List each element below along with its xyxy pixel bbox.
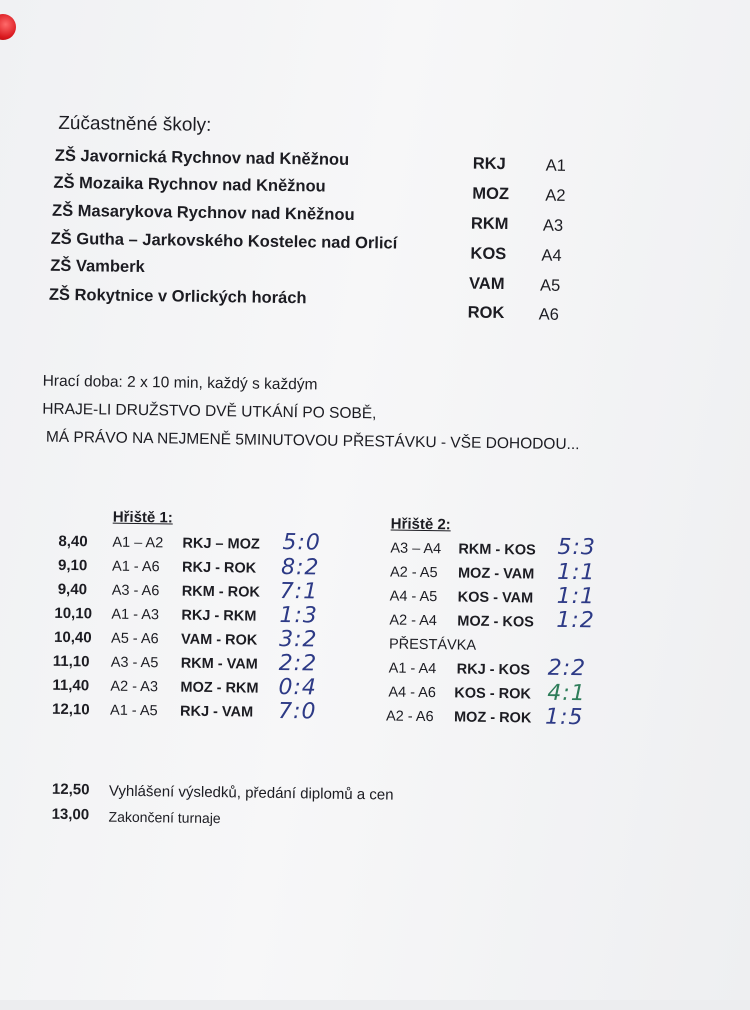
schools-heading: Zúčastněné školy: <box>58 112 212 136</box>
f2-score-6: 2:2 <box>547 655 587 682</box>
f1-score-6: 2:2 <box>278 650 318 677</box>
f2-pair-4: A2 - A4 <box>389 612 438 630</box>
school-name-6: ZŠ Rokytnice v Orlických horách <box>48 285 307 308</box>
school-code-5: VAM <box>468 274 505 294</box>
f1-pair-6: A3 - A5 <box>110 654 159 672</box>
f1-score-7: 0:4 <box>278 674 318 701</box>
f1-teams-7: MOZ - RKM <box>180 679 259 697</box>
f1-teams-4: RKJ - RKM <box>181 607 257 625</box>
f2-teams-8: MOZ - ROK <box>453 709 532 727</box>
school-name-1: ZŠ Javornická Rychnov nad Kněžnou <box>54 146 350 169</box>
f2-score-8: 1:5 <box>544 704 584 731</box>
school-slot-6: A6 <box>538 305 559 324</box>
f2-score-7: 4:1 <box>547 680 586 707</box>
f2-teams-3: KOS - VAM <box>457 589 534 607</box>
f1-pair-8: A1 - A5 <box>109 702 158 720</box>
school-code-4: KOS <box>470 244 507 264</box>
f2-break-label: PŘESTÁVKA <box>388 636 477 654</box>
closing-text-2: Zakončení turnaje <box>108 808 221 827</box>
f2-teams-2: MOZ - VAM <box>457 565 535 583</box>
f1-pair-4: A1 - A3 <box>111 606 160 624</box>
school-name-4: ZŠ Gutha – Jarkovského Kostelec nad Orlicí <box>50 229 398 253</box>
f2-pair-3: A4 - A5 <box>389 588 438 606</box>
school-slot-4: A4 <box>541 246 562 265</box>
f2-pair-2: A2 - A5 <box>389 564 438 582</box>
school-code-1: RKJ <box>472 154 506 174</box>
f1-score-4: 1:3 <box>279 602 319 629</box>
f1-time-7: 11,40 <box>52 676 90 695</box>
f1-score-2: 8:2 <box>280 554 320 581</box>
f1-score-8: 7:0 <box>277 698 317 725</box>
f1-time-8: 12,10 <box>51 700 90 719</box>
f1-score-1: 5:0 <box>282 529 322 556</box>
school-name-3: ZŠ Masarykova Rychnov nad Kněžnou <box>51 201 355 224</box>
f2-pair-8: A2 - A6 <box>385 708 434 726</box>
f2-pair-7: A4 - A6 <box>388 684 437 702</box>
school-slot-3: A3 <box>542 216 564 235</box>
rules-rest-line2: MÁ PRÁVO NA NEJMENĚ 5MINUTOVOU PŘESTÁVKU - VŠE DOHODOU... <box>45 428 580 454</box>
f1-pair-3: A3 - A6 <box>111 582 160 600</box>
closing-time-2: 13,00 <box>51 805 90 824</box>
field1-title: Hřiště 1: <box>112 508 173 527</box>
f1-time-6: 11,10 <box>52 652 90 671</box>
f1-score-5: 3:2 <box>278 626 318 653</box>
f2-score-2: 1:1 <box>556 559 596 586</box>
closing-text-1: Vyhlášení výsledků, předání diplomů a cen <box>108 782 394 804</box>
f1-time-5: 10,40 <box>53 628 92 647</box>
f2-teams-4: MOZ - KOS <box>457 613 535 631</box>
f1-pair-5: A5 - A6 <box>110 630 159 648</box>
school-code-6: ROK <box>467 303 505 323</box>
school-slot-2: A2 <box>545 186 566 205</box>
f1-pair-1: A1 – A2 <box>112 534 164 552</box>
f2-teams-1: RKM - KOS <box>458 541 536 559</box>
f2-teams-7: KOS - ROK <box>454 685 531 703</box>
field2-title: Hřiště 2: <box>390 515 451 534</box>
f2-pair-1: A3 – A4 <box>390 540 442 558</box>
school-slot-5: A5 <box>539 276 561 295</box>
f1-time-3: 9,40 <box>57 580 88 599</box>
f2-teams-6: RKJ - KOS <box>456 661 531 679</box>
f1-teams-8: RKJ - VAM <box>179 703 254 721</box>
school-code-2: MOZ <box>472 184 510 204</box>
f1-time-1: 8,40 <box>58 532 88 551</box>
rules-play-time: Hrací doba: 2 x 10 min, každý s každým <box>42 372 318 394</box>
f1-pair-7: A2 - A3 <box>110 678 159 696</box>
f1-teams-5: VAM - ROK <box>180 631 258 649</box>
f1-time-4: 10,10 <box>54 604 93 623</box>
f1-teams-3: RKM - ROK <box>181 583 261 601</box>
school-slot-1: A1 <box>545 156 567 175</box>
school-name-5: ZŠ Vamberk <box>50 256 145 277</box>
f1-score-3: 7:1 <box>279 578 319 605</box>
f1-teams-2: RKJ - ROK <box>181 559 257 577</box>
f2-score-3: 1:1 <box>556 583 596 610</box>
closing-time-1: 12,50 <box>51 780 90 799</box>
school-name-2: ZŠ Mozaika Rychnov nad Kněžnou <box>53 173 326 196</box>
f1-time-2: 9,10 <box>57 556 88 575</box>
f2-pair-6: A1 - A4 <box>388 660 437 678</box>
f1-teams-6: RKM - VAM <box>180 655 258 673</box>
f1-teams-1: RKJ – MOZ <box>182 535 260 553</box>
school-code-3: RKM <box>470 214 509 234</box>
rules-rest-line1: HRAJE-LI DRUŽSTVO DVĚ UTKÁNÍ PO SOBĚ, <box>42 400 377 423</box>
f2-score-4: 1:2 <box>556 607 595 634</box>
f1-pair-2: A1 - A6 <box>111 558 160 576</box>
f2-score-1: 5:3 <box>557 534 596 561</box>
